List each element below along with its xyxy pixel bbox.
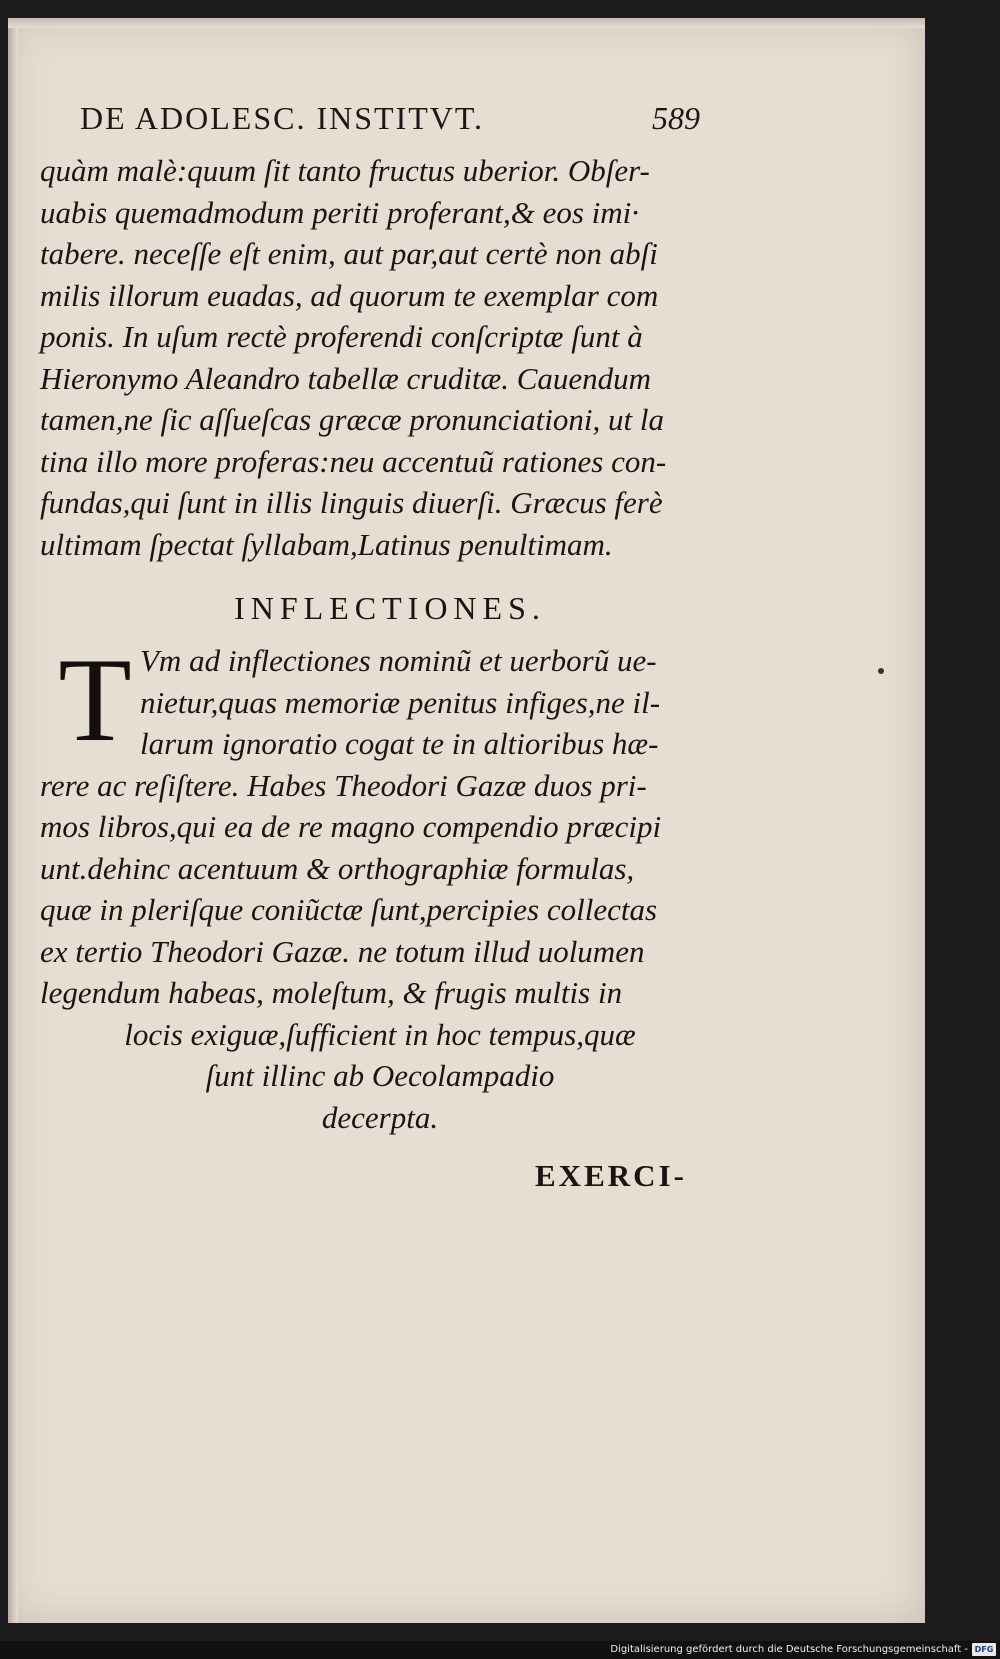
drop-cap: T [58,633,132,766]
page-header [80,100,700,150]
text-line: fundas,qui ſunt in illis linguis diuerſi. Græcus ferè [40,485,663,520]
text-line: rere ac reſiſtere. Habes Theodori Gazæ duos pri- [40,767,647,803]
text-line: mos libros,qui ea de re magno compendio præcipi [40,809,662,844]
text-line: milis illorum euadas, ad quorum te exemplar com [40,277,659,313]
text-line: unt.dehinc acentuum & orthographiæ formulas, [40,850,635,886]
text-line: legendum habeas, moleſtum, & frugis multis in [40,975,623,1010]
text-line: ultimam ſpectat ſyllabam,Latinus penultimam. [40,526,613,562]
running-title: DE ADOLESC. INSTITVT. [80,100,485,136]
text-line: quæ in pleriſque coniũctæ ſunt,percipies collectas [40,892,658,927]
text-line: ponis. In uſum rectè proferendi conſcriptæ ſunt à [40,319,643,354]
footer-bar [0,1641,1000,1659]
footer-credit: Digitalisierung gefördert durch die Deutsche Forschungsgemeinschaft - [610,1644,968,1655]
text-line: quàm malè:quum ſit tanto fructus uberior. Obſer- [40,153,650,188]
page-number: 589 [652,100,700,136]
text-line: nietur,quas memoriæ penitus infiges,ne il- [140,684,661,720]
page-edge-top [8,18,925,28]
catchword: EXERCI- [535,1158,687,1193]
paragraph-2 [40,633,720,1138]
text-line: locis exiguæ,ſufficient in hoc tempus,quæ [124,1016,636,1052]
text-line: Vm ad inflectiones nominũ et uerborũ ue- [140,643,657,678]
paragraph-1 [40,150,720,565]
text-line: decerpta. [321,1099,439,1135]
text-line: tina illo more proferas:neu accentuũ rationes con- [40,443,667,479]
text-line: larum ignoratio cogat te in altioribus hæ- [140,726,659,761]
text-line: ex tertio Theodori Gazæ. ne totum illud uolumen [40,933,645,969]
text-line: tabere. neceſſe eſt enim, aut par,aut certè non abſi [40,236,658,271]
ink-spot [878,668,884,674]
text-line: Hieronymo Aleandro tabellæ cruditæ. Cauendum [40,360,652,396]
section-heading: INFLECTIONES. [234,590,546,626]
dfg-logo-icon: DFG [972,1643,996,1656]
text-line: uabis quemadmodum periti proferant,& eos imi· [40,194,640,230]
text-line: tamen,ne ſic aſſueſcas græcæ pronunciationi, ut la [40,402,664,437]
text-line: ſunt illinc ab Oecolampadio [205,1058,555,1093]
page-edge [8,18,18,1623]
